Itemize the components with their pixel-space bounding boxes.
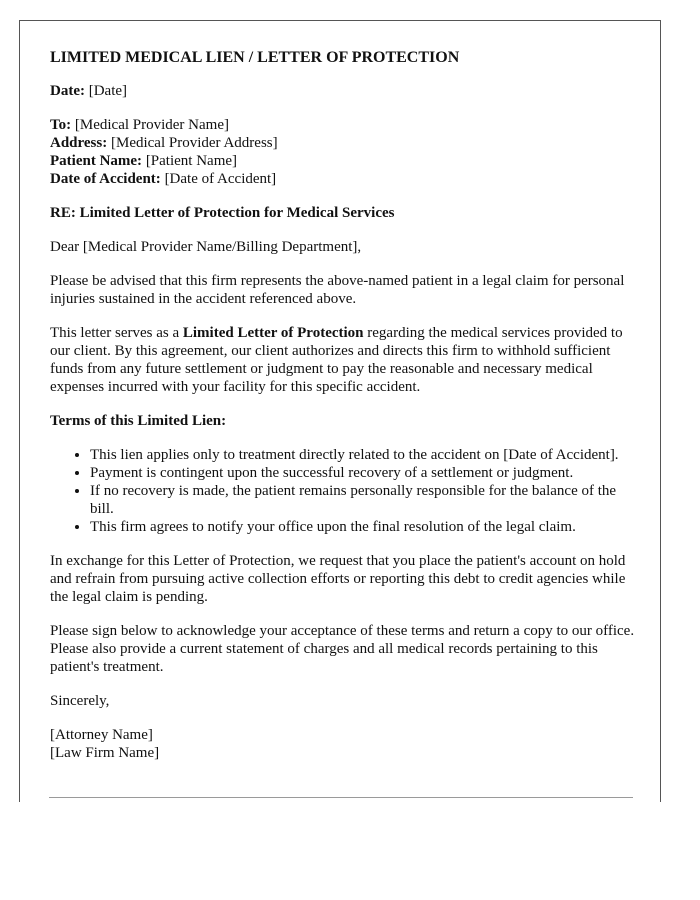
letter-title: LIMITED MEDICAL LIEN / LETTER OF PROTECTION [50, 49, 460, 66]
to-label: To: [50, 117, 72, 133]
recipient-block [50, 116, 635, 188]
patient-value: [Patient Name] [142, 153, 238, 169]
paragraph-acknowledge: Please sign below to acknowledge your acceptance of these terms and return a copy to our office. Please also provide a current statement of charges and all medical records pertaining to this patient's treatment. [50, 623, 635, 675]
signature-block [50, 726, 635, 762]
date-value: [Date] [84, 83, 128, 99]
paragraph-request: In exchange for this Letter of Protection, we request that you place the patient's account on hold and refrain from pursuing active collection efforts or reporting this debt to credit agencies while the legal claim is pending. [50, 553, 626, 605]
terms-list-item: • Payment is contingent upon the successful recovery of a settlement or judgment. [90, 464, 635, 482]
footer-divider [49, 797, 633, 798]
to-line [50, 116, 635, 134]
paragraph-protection-bold: Limited Letter of Protection [182, 325, 364, 341]
to-value: [Medical Provider Name] [71, 117, 229, 133]
address-line [50, 134, 635, 152]
patient-line [50, 152, 635, 170]
law-firm-name: [Law Firm Name] [50, 745, 160, 761]
date-block [50, 82, 635, 100]
address-label: Address: [50, 135, 108, 151]
accident-line [50, 170, 635, 188]
paragraph-representation: Please be advised that this firm represents the above-named patient in a legal claim for personal injuries sustained in the accident referenced above. [50, 273, 625, 307]
date-label: Date: [50, 83, 85, 99]
closing: Sincerely, [50, 693, 110, 709]
accident-label: Date of Accident: [50, 171, 161, 187]
paragraph-protection [50, 324, 635, 396]
attorney-name: [Attorney Name] [50, 727, 153, 743]
terms-list [50, 446, 635, 536]
terms-list-item: • This lien applies only to treatment directly related to the accident on [Date of Accident]. [90, 446, 635, 464]
paragraph-protection-post: regarding the medical services provided to our client. By this agreement, our client authorizes and directs this firm to withhold sufficient funds from any future settlement or judgment to pay the reasonable and necessary medical expenses incurred with your facility for this specific accident. [50, 325, 623, 395]
terms-heading-text: Terms of this Limited Lien: [50, 413, 227, 429]
letter-page [19, 20, 661, 802]
terms-list-item: • This firm agrees to notify your office upon the final resolution of the legal claim. [90, 518, 635, 536]
re-text: RE: Limited Letter of Protection for Medical Services [50, 205, 395, 221]
date-line [50, 82, 635, 100]
re-line [50, 204, 635, 222]
address-value: [Medical Provider Address] [107, 135, 278, 151]
terms-heading [50, 412, 635, 430]
terms-list-item: • If no recovery is made, the patient remains personally responsible for the balance of the bill. [90, 482, 635, 518]
paragraph-protection-pre: This letter serves as a [50, 325, 183, 341]
salutation: Dear [Medical Provider Name/Billing Department], [50, 239, 362, 255]
letter-content [50, 48, 635, 762]
accident-value: [Date of Accident] [160, 171, 277, 187]
patient-label: Patient Name: [50, 153, 143, 169]
